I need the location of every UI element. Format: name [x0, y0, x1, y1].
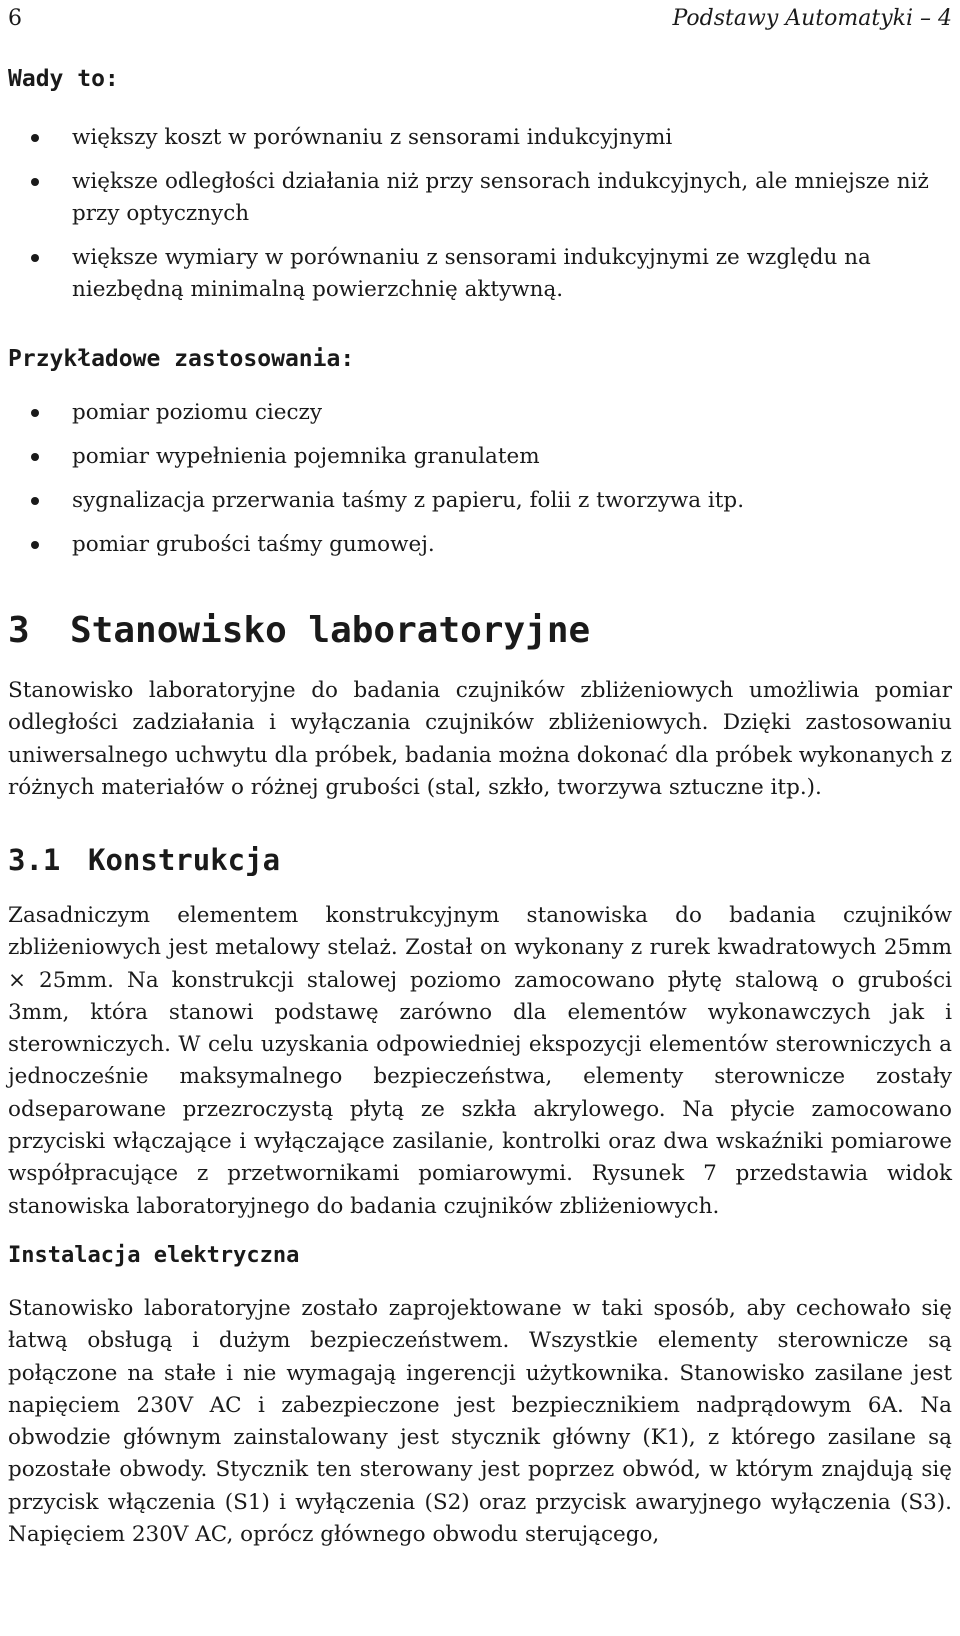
section-3-paragraph: Stanowisko laboratoryjne do badania czujników zbliżeniowych umożliwia pomiar odległości zadziałania i wyłączania czujników zbliżeniowych. Dzięki zastosowaniu uniwersalnego uchwytu dla próbek, badania można dokonać dla próbek wykonanych z różnych materiałów o różnej grubości (stal, szkło, tworzywa sztuczne itp.).: [8, 678, 952, 800]
bullet-icon: [31, 541, 39, 549]
list-item: pomiar grubości taśmy gumowej.: [0, 529, 960, 561]
applications-heading: Przykładowe zastosowania:: [8, 346, 355, 372]
bullet-icon: [31, 134, 39, 142]
list-item: większy koszt w porównaniu z sensorami indukcyjnymi: [0, 122, 960, 154]
section-3-title: [8, 610, 590, 651]
section-number: 3: [8, 610, 30, 651]
bullet-icon: [31, 178, 39, 186]
disadvantages-list: [0, 122, 960, 306]
list-item: większe wymiary w porównaniu z sensorami indukcyjnymi ze względu na niezbędną minimalną powierzchnię aktywną.: [0, 242, 960, 306]
list-item: sygnalizacja przerwania taśmy z papieru, folii z tworzywa itp.: [0, 485, 960, 517]
section-number: 3.1: [8, 843, 61, 877]
section-heading-text: Konstrukcja: [88, 843, 281, 877]
running-title: Podstawy Automatyki – 4: [672, 6, 952, 31]
bullet-icon: [31, 409, 39, 417]
section-heading-text: Stanowisko laboratoryjne: [70, 610, 591, 651]
list-item: pomiar poziomu cieczy: [0, 397, 960, 429]
disadvantages-heading: Wady to:: [8, 66, 119, 92]
running-header: [8, 2, 952, 36]
page-number: 6: [8, 6, 22, 31]
list-item: większe odległości działania niż przy sensorach indukcyjnych, ale mniejsze niż przy optycznych: [0, 166, 960, 230]
list-item: pomiar wypełnienia pojemnika granulatem: [0, 441, 960, 473]
bullet-icon: [31, 497, 39, 505]
electrical-paragraph: Stanowisko laboratoryjne zostało zaprojektowane w taki sposób, aby cechowało się łatwą obsługą i dużym bezpieczeństwem. Wszystkie elementy sterownicze są połączone na stałe i nie wymagają ingerencji użytkownika. Stanowisko zasilane jest napięciem 230V AC i zabezpieczone jest bezpiecznikiem nadprądowym 6A. Na obwodzie głównym zainstalowany jest stycznik główny (K1), z którego zasilane są pozostałe obwody. Stycznik ten sterowany jest poprzez obwód, w którym znajdują się przycisk włączenia (S1) i wyłączenia (S2) oraz przycisk awaryjnego wyłączenia (S3). Napięciem 230V AC, oprócz głównego obwodu sterującego,: [8, 1296, 952, 1548]
section-3-1-paragraph: Zasadniczym elementem konstrukcyjnym stanowiska do badania czujników zbliżeniowych jest metalowy stelaż. Został on wykonany z rurek kwadratowych 25mm × 25mm. Na konstrukcji stalowej poziomo zamocowano płytę stalową o grubości 3mm, która stanowi podstawę zarówno dla elementów wykonawczych jak i sterowniczych. W celu uzyskania odpowiedniej ekspozycji elementów sterowniczych a jednocześnie maksymalnego bezpieczeństwa, elementy sterownicze zostały odseparowane przezroczystą płytą ze szkła akrylowego. Na płycie zamocowano przyciski włączające i wyłączające zasilanie, kontrolki oraz dwa wskaźniki pomiarowe współpracujące z przetwornikami pomiarowymi. Rysunek 7 przedstawia widok stanowiska laboratoryjnego do badania czujników zbliżeniowych.: [8, 903, 952, 1219]
bullet-icon: [31, 453, 39, 461]
applications-list: [0, 397, 960, 561]
section-3-1-title: [8, 843, 280, 877]
bullet-icon: [31, 254, 39, 262]
electrical-heading: Instalacja elektryczna: [8, 1243, 300, 1268]
